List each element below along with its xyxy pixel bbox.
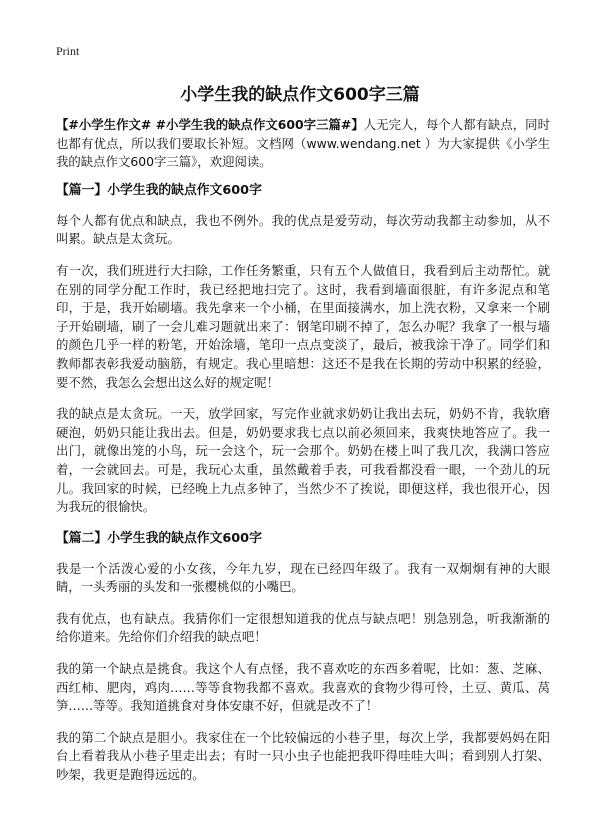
section-1-paragraph: 我的缺点是太贪玩。一天，放学回家，写完作业就求奶奶让我出去玩，奶奶不肯，我软磨硬泡，奶奶只能让我出去。但是，奶奶要求我七点以前必须回来，我爽快地答应了。我一出门，就像出笼的小鸟，玩一会这个，玩一会那个。奶奶在楼上叫了我几次，我满口答应着，一会就回去。可是，我玩心太重，虽然戴着手表，可我看都没看一眼，一个劲儿的玩儿。我回家的时候，已经晚上九点多钟了，当然少不了挨说，即便这样，我也很开心，因为我玩的很愉快。 bbox=[56, 406, 550, 515]
section-2-paragraph: 我有优点，也有缺点。我猜你们一定很想知道我的优点与缺点吧！别急别急，听我渐渐的给你道来。先给你们介绍我的缺点吧！ bbox=[56, 610, 550, 645]
page-title: 小学生我的缺点作文600字三篇 bbox=[180, 85, 420, 105]
section-1-paragraph: 有一次，我们班进行大扫除，工作任务繁重，只有五个人做值日，我看到后主动帮忙。就在别的同学分配工作时，我已经把地扫完了。这时，我看到墙面很脏，有许多泥点和笔印，于是，我开始刷墙。我先拿来一个小桶，在里面接满水，加上洗衣粉，又拿来一个刷子开始刷墙，刷了一会儿难习题就出来了：钢笔印刷不掉了，怎么办呢？我拿了一根与墙的颜色几乎一样的粉笔，开始涂墙，笔印一点点变淡了，最后，被我涂干净了。同学们和教师都表彰我爱动脑筋，有规定。我心里暗想：这还不是我在长期的劳动中积累的经验，要不然，我怎么会想出这么好的规定呢！ bbox=[56, 262, 550, 390]
section-heading-2: 【篇二】小学生我的缺点作文600字 bbox=[56, 530, 262, 546]
print-link[interactable]: Print bbox=[56, 44, 80, 58]
intro-text: 人无完人，每个人都有缺点，同时也都有优点，所以我们要取长补短。文档网（www.wendang.net ）为大家提供《小学生我的缺点作文600字三篇》，欢迎阅读。 bbox=[56, 117, 550, 170]
section-heading-1: 【篇一】小学生我的缺点作文600字 bbox=[56, 182, 262, 198]
section-2-paragraph: 我的第二个缺点是胆小。我家住在一个比较偏远的小巷子里，每次上学，我都要妈妈在阳台上看着我从小巷子里走出去；有时一只小虫子也能把我吓得哇哇大叫；看到别人打架、吵架，我更是跑得远远的。 bbox=[56, 729, 550, 783]
intro-tag: 【#小学生作文# #小学生我的缺点作文600字三篇#】 bbox=[56, 117, 364, 132]
article-body bbox=[56, 116, 550, 798]
section-2-paragraph: 我是一个活泼心爱的小女孩，今年九岁，现在已经四年级了。我有一双炯炯有神的大眼睛，一头秀丽的头发和一张樱桃似的小嘴巴。 bbox=[56, 560, 550, 595]
section-1-paragraph: 每个人都有优点和缺点，我也不例外。我的优点是爱劳动，每次劳动我都主动参加，从不叫累。缺点是太贪玩。 bbox=[56, 212, 550, 247]
section-2-paragraph: 我的第一个缺点是挑食。我这个人有点怪，我不喜欢吃的东西多着呢，比如：葱、芝麻、西红柿、肥肉，鸡肉……等等食物我都不喜欢。我喜欢的食物少得可怜，土豆、黄瓜、莴笋……等等。我知道挑食对身体安康不好，但就是改不了！ bbox=[56, 661, 550, 714]
intro-paragraph bbox=[56, 116, 550, 172]
